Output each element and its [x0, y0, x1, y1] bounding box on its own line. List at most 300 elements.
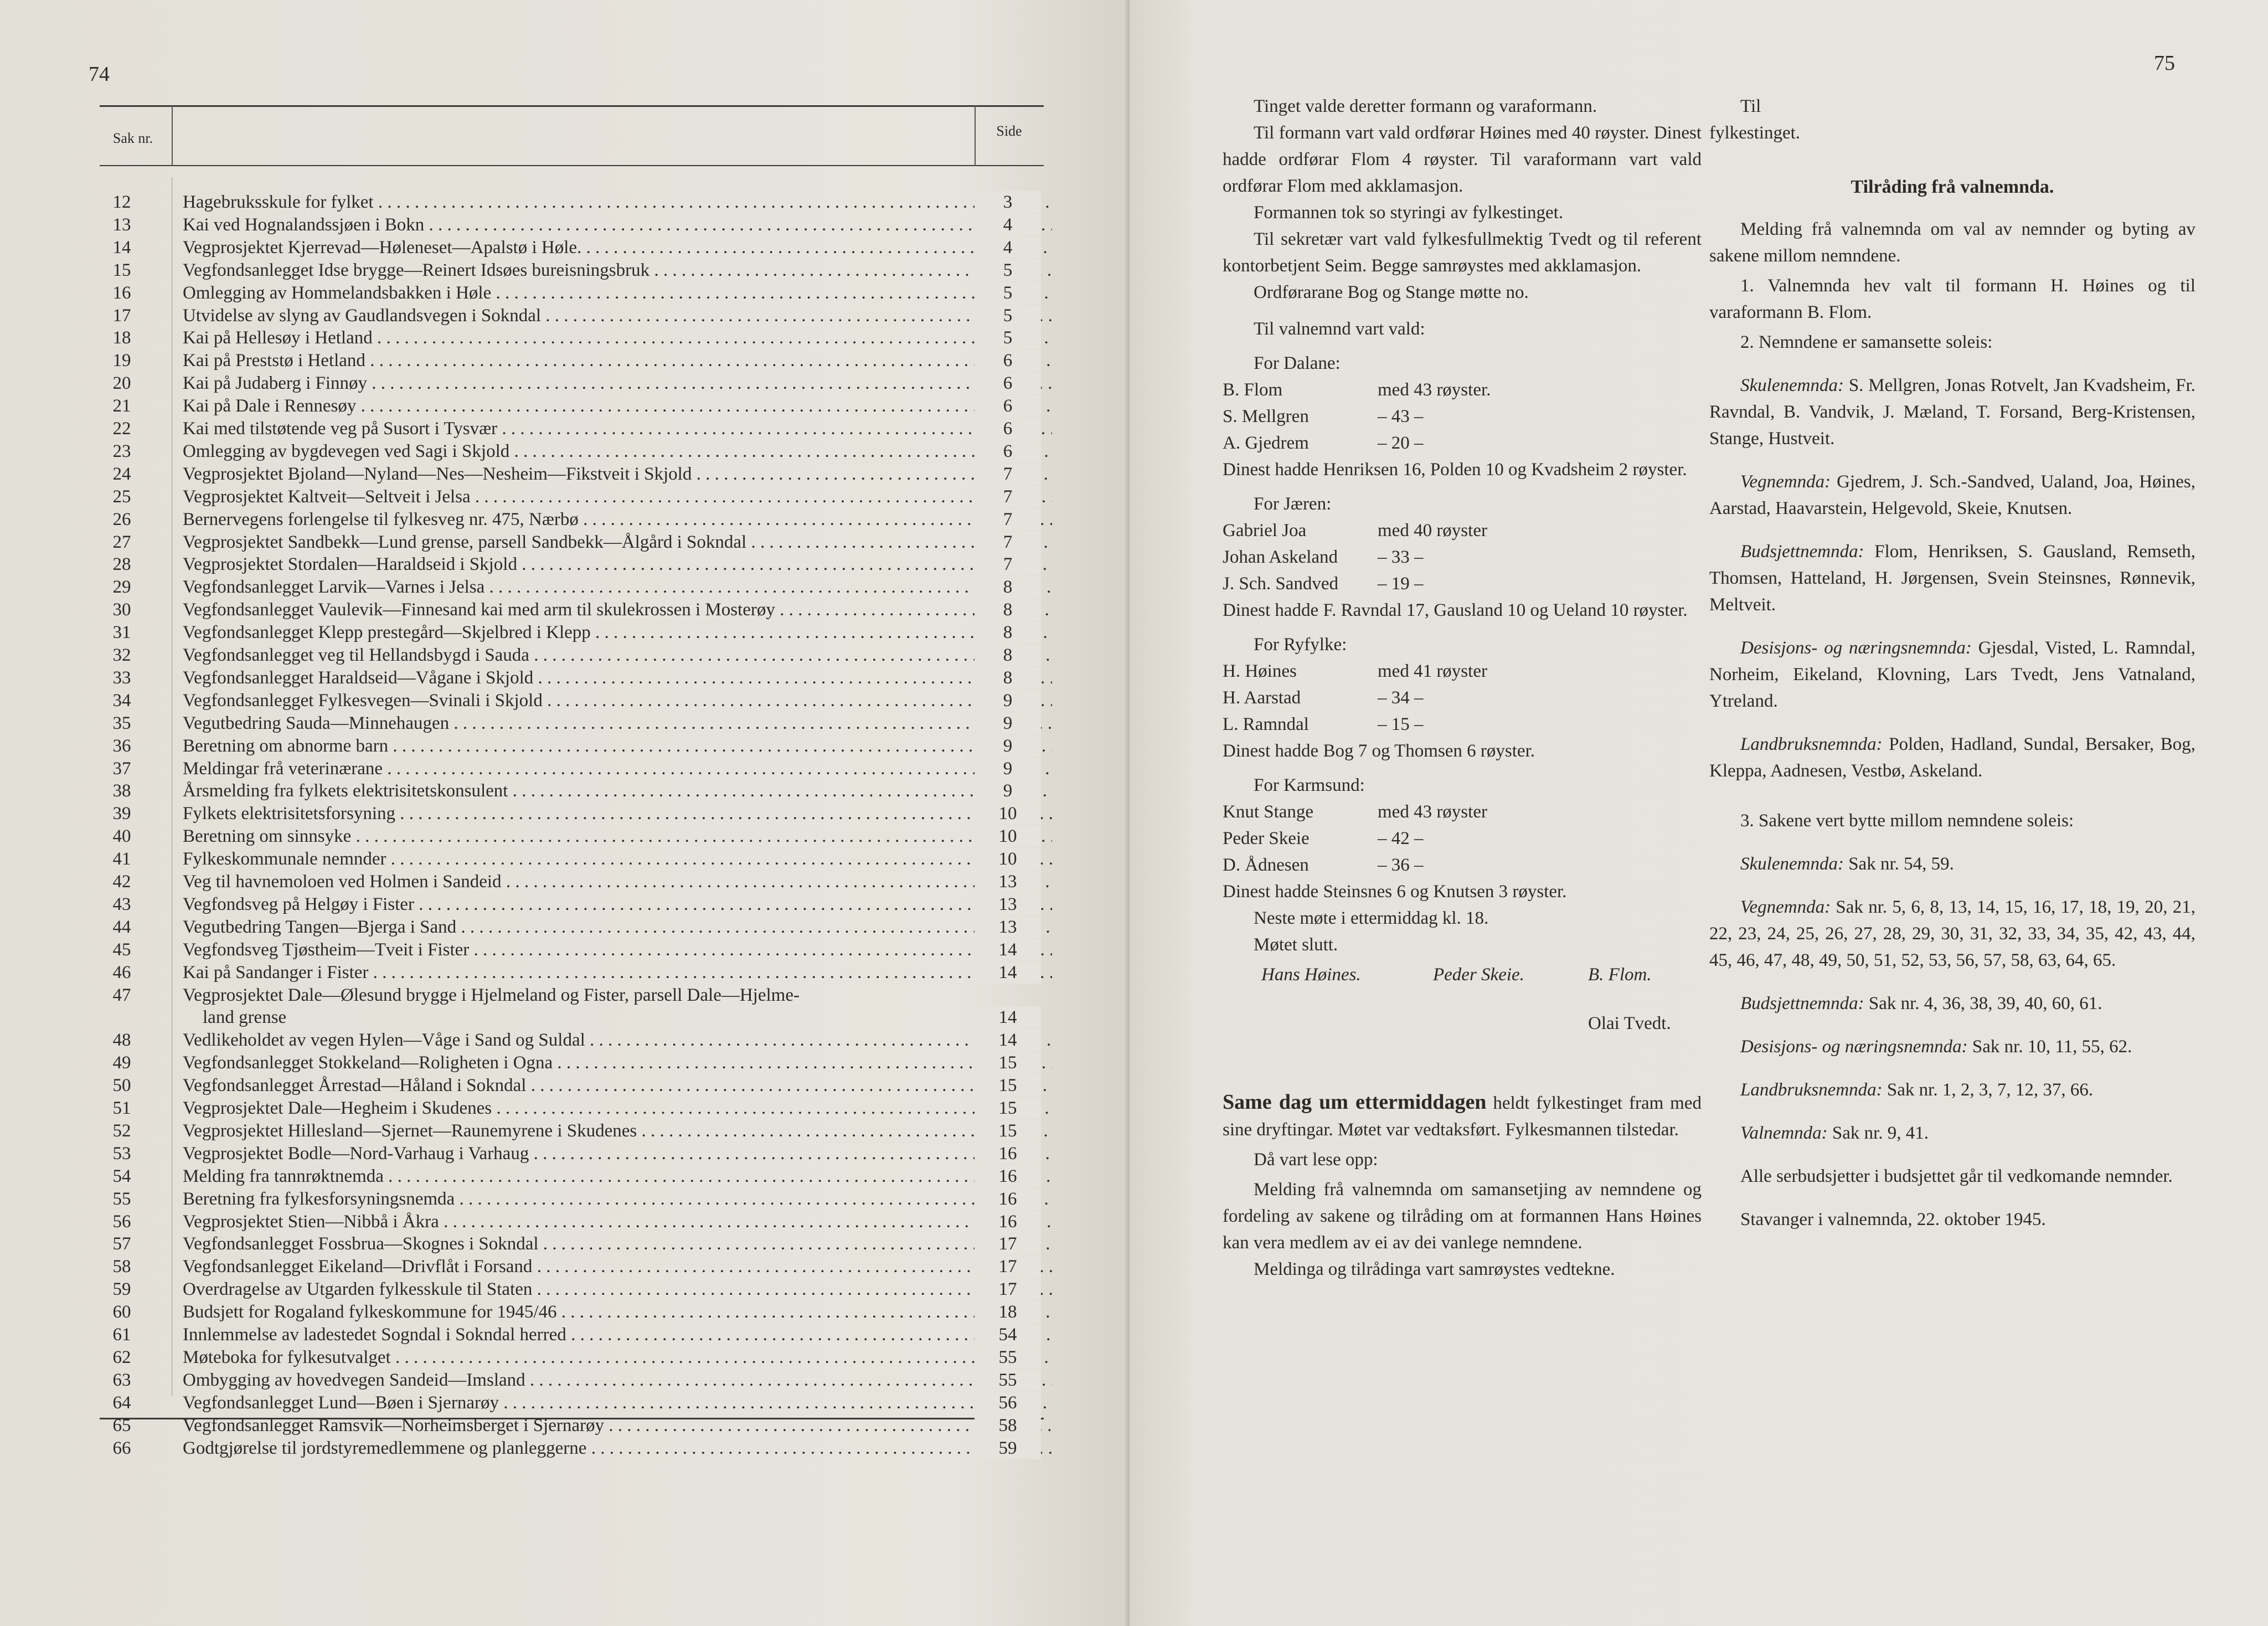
- table-row: [100, 576, 1044, 598]
- sak-title: Vegutbedring Tangen—Bjerga i Sand . . .: [183, 916, 1052, 938]
- vote-line: [1223, 517, 1702, 544]
- side-nr: 16: [975, 1188, 1041, 1210]
- committee-landbruk-label: Landbruksnemnda:: [1740, 734, 1883, 754]
- candidate-name: S. Mellgren: [1223, 406, 1309, 426]
- side-nr: 6: [975, 372, 1041, 394]
- table-row: [100, 1074, 1044, 1097]
- sak-title: Vegfondsanlegget Lund—Bøen i Sjernarøy . . .: [183, 1392, 1052, 1414]
- sak-title: Vegfondsanlegget veg til Hellandsbygd i Sauda . . .: [183, 644, 1052, 666]
- table-row: [100, 440, 1044, 462]
- cases-skule-label: Skulenemnda:: [1740, 854, 1844, 874]
- rec-para-1: Melding frå valnemnda om val av nemnder og byting av sakene millom nemndene.: [1709, 219, 2195, 266]
- sak-nr: 54: [112, 1166, 131, 1186]
- candidate-votes: med 40 røyster: [1378, 521, 1487, 541]
- candidate-votes: med 43 røyster: [1378, 802, 1487, 822]
- afternoon-text: heldt fylkestinget fram med sine dryftingar. Møtet var vedtaksført. Fylkesmannen tilstedar.: [1223, 1093, 1702, 1140]
- cases-desisjons-label: Desisjons- og næringsnemnda:: [1740, 1037, 1968, 1057]
- sak-title: Utvidelse av slyng av Gaudlandsvegen i Sokndal . . .: [183, 305, 1052, 327]
- table-row: [100, 780, 1044, 802]
- table-row: [100, 508, 1044, 531]
- sak-title: Vegprosjektet Kaltveit—Seltveit i Jelsa . . .: [183, 486, 1052, 508]
- sak-title: Vegfondsanlegget Fossbrua—Skognes i Sokndal . . .: [183, 1233, 1052, 1255]
- candidate-name: Knut Stange: [1223, 802, 1314, 822]
- cases-valnemnd-list: Sak nr. 9, 41.: [1827, 1123, 1929, 1143]
- sak-title: Vegutbedring Sauda—Minnehaugen . . .: [183, 712, 1052, 734]
- sak-title: Vegprosjektet Hillesland—Sjernet—Raunemyrene i Skudenes . . .: [183, 1120, 1052, 1142]
- dalane-heading: For Dalane:: [1254, 353, 1341, 373]
- sak-title: Kai på Hellesøy i Hetland . . .: [183, 327, 1052, 349]
- sak-title-cont: land grense: [203, 1007, 287, 1027]
- table-row: [100, 1097, 1044, 1119]
- side-nr: 10: [975, 848, 1041, 870]
- side-nr: 15: [975, 1052, 1041, 1074]
- table-row: [100, 1346, 1044, 1368]
- sak-nr: 31: [112, 622, 131, 643]
- sak-title: Veg til havnemoloen ved Holmen i Sandeid . . .: [183, 871, 1052, 893]
- table-row: [100, 1052, 1044, 1074]
- side-nr: 4: [975, 214, 1041, 236]
- sak-nr: 59: [112, 1279, 131, 1300]
- table-row: [100, 1029, 1044, 1051]
- left-page: [0, 0, 1130, 1626]
- table-row: [100, 418, 1044, 440]
- sak-title: Vegprosjektet Stien—Nibbå i Åkra . . .: [183, 1211, 1052, 1233]
- rec-para-4: 3. Sakene vert bytte millom nemndene soleis:: [1740, 811, 2074, 831]
- vote-line: [1223, 430, 1702, 456]
- sak-title: Hagebruksskule for fylket . . .: [183, 191, 1052, 213]
- sak-title: Vegprosjektet Bjoland—Nyland—Nes—Nesheim—Fikstveit i Skjold . . .: [183, 463, 1052, 485]
- afternoon-session: [1223, 1089, 1702, 1143]
- rec-para-3: 2. Nemndene er samansette soleis:: [1740, 332, 1993, 352]
- sak-title: Vegprosjektet Kjerrevad—Høleneset—Apalstø i Høle. . . .: [183, 236, 1052, 259]
- sak-title: Kai med tilstøtende veg på Susort i Tysvær . . .: [183, 418, 1052, 440]
- sak-title: Melding fra tannrøktnemda . . .: [183, 1165, 1052, 1187]
- committee-budsjett-members: Flom, Henriksen, S. Gausland, Remseth, Thomsen, Hatteland, H. Jørgensen, Svein Steinsnes, Rønnevik, Meltveit.: [1709, 542, 2195, 615]
- table-row: [100, 1255, 1044, 1278]
- sak-title: Vegfondsveg på Helgøy i Fister . . .: [183, 893, 1052, 915]
- committee-landbruk-members: Polden, Hadland, Sundal, Bersaker, Bog, Kleppa, Aadnesen, Vestbø, Askeland.: [1709, 734, 2195, 781]
- sak-nr: 15: [112, 260, 131, 280]
- sak-title: Vegprosjektet Bodle—Nord-Varhaug i Varhaug . . .: [183, 1143, 1052, 1165]
- side-nr: 7: [975, 486, 1041, 508]
- cases-landbruk-label: Landbruksnemnda:: [1740, 1080, 1883, 1100]
- table-row: [100, 599, 1044, 621]
- sak-nr: 21: [112, 396, 131, 416]
- signature-skeie: Peder Skeie.: [1433, 965, 1524, 985]
- sak-nr: 46: [112, 962, 131, 982]
- committee-skule: [1709, 372, 2195, 452]
- sak-nr: 63: [112, 1370, 131, 1390]
- vote-line: [1223, 544, 1702, 570]
- sak-title: Vegfondsanlegget Klepp prestegård—Skjelbred i Klepp . . .: [183, 621, 1052, 644]
- committee-desisjons: [1709, 635, 2195, 714]
- candidate-votes: – 15 –: [1378, 714, 1424, 734]
- header-side: Side: [996, 123, 1022, 139]
- vote-line: [1223, 403, 1702, 430]
- cases-budsjett: [1709, 990, 2195, 1017]
- sak-nr: 41: [112, 849, 131, 869]
- side-nr: 58: [975, 1414, 1041, 1437]
- karmsund-vote-list: [1223, 799, 1702, 878]
- side-nr: 16: [975, 1165, 1041, 1187]
- sak-title: Beretning om abnorme barn . . .: [183, 735, 1052, 757]
- cases-desisjons-list: Sak nr. 10, 11, 55, 62.: [1967, 1037, 2132, 1057]
- side-nr: 17: [975, 1233, 1041, 1255]
- side-nr: 5: [975, 327, 1041, 349]
- sak-title: Omlegging av Hommelandsbakken i Høle . . .: [183, 282, 1052, 304]
- cases-desisjons: [1709, 1033, 2195, 1060]
- vote-line: [1223, 799, 1702, 825]
- table-header-rule: [100, 165, 1044, 166]
- table-row: [100, 1211, 1044, 1233]
- jaeren-heading: For Jæren:: [1254, 494, 1332, 514]
- committee-veg-label: Vegnemnda:: [1740, 472, 1831, 492]
- signature-hoines: Hans Høines.: [1261, 965, 1361, 985]
- sak-title: Vegprosjektet Stordalen—Haraldseid i Skjold . . .: [183, 553, 1052, 575]
- side-nr: 7: [975, 531, 1041, 553]
- sak-title: Kai på Judaberg i Finnøy . . .: [183, 372, 1052, 394]
- signature-tvedt-row: [1223, 1010, 1702, 1043]
- sak-title: Fylkeskommunale nemnder . . .: [183, 848, 1052, 870]
- jaeren-after: Dinest hadde F. Ravndal 17, Gausland 10 og Ueland 10 røyster.: [1223, 600, 1688, 620]
- cases-veg-label: Vegnemnda:: [1740, 897, 1831, 917]
- sak-nr: 20: [112, 373, 131, 394]
- column-divider-nr: [172, 105, 173, 166]
- para-mayors: Ordførarane Bog og Stange møtte no.: [1254, 282, 1529, 302]
- side-nr: 14: [975, 939, 1041, 961]
- cases-skule-list: Sak nr. 54, 59.: [1843, 854, 1954, 874]
- side-nr: 18: [975, 1301, 1041, 1323]
- sak-nr: 33: [112, 667, 131, 688]
- sak-nr: 49: [112, 1053, 131, 1073]
- sak-nr: 58: [112, 1257, 131, 1277]
- meeting-end: Møtet slutt.: [1254, 935, 1338, 955]
- sak-nr: 13: [112, 214, 131, 235]
- table-row: [100, 236, 1044, 259]
- sak-title: Årsmelding fra fylkets elektrisitetskonsulent . . .: [183, 780, 1052, 802]
- side-nr: 16: [975, 1143, 1041, 1165]
- sak-title: Møteboka for fylkesutvalget . . .: [183, 1346, 1052, 1368]
- sak-title: Vegprosjektet Dale—Ølesund brygge i Hjelmeland og Fister, parsell Dale—Hjelme-: [183, 985, 800, 1005]
- committee-skule-members: S. Mellgren, Jonas Rotvelt, Jan Kvadsheim, Fr. Ravndal, B. Vandvik, J. Mæland, T. Forsand, Berg-Kristensen, Stange, Hustveit.: [1709, 375, 2195, 449]
- vote-line: [1223, 377, 1702, 403]
- side-nr: 6: [975, 349, 1041, 372]
- side-nr: 17: [975, 1278, 1041, 1300]
- side-nr: 15: [975, 1097, 1041, 1119]
- side-nr: 6: [975, 440, 1041, 462]
- sak-nr: 50: [112, 1076, 131, 1096]
- dalane-after: Dinest hadde Henriksen 16, Polden 10 og Kvadsheim 2 røyster.: [1223, 460, 1687, 480]
- candidate-votes: – 34 –: [1378, 688, 1424, 708]
- sak-nr: 24: [112, 464, 131, 484]
- table-row: [100, 395, 1044, 417]
- ryfylke-heading: For Ryfylke:: [1254, 635, 1347, 655]
- sak-nr: 65: [112, 1415, 131, 1435]
- table-row: [100, 939, 1044, 961]
- sak-nr: 57: [112, 1234, 131, 1254]
- para-election: Tinget valde deretter formann og varaformann.: [1254, 96, 1597, 116]
- candidate-name: A. Gjedrem: [1223, 433, 1309, 453]
- side-nr: 8: [975, 599, 1041, 621]
- candidate-name: Gabriel Joa: [1223, 521, 1307, 541]
- cases-valnemnd: [1709, 1120, 2195, 1146]
- side-nr: 6: [975, 418, 1041, 440]
- jaeren-vote-list: [1223, 517, 1702, 597]
- table-row: [100, 486, 1044, 508]
- rec-para-2: 1. Valnemnda hev valt til formann H. Høines og til varaformann B. Flom.: [1709, 276, 2195, 322]
- side-nr: 16: [975, 1211, 1041, 1233]
- side-nr: 7: [975, 463, 1041, 485]
- table-row: [100, 1414, 1044, 1437]
- side-nr: 10: [975, 802, 1041, 825]
- side-nr: 10: [975, 825, 1041, 847]
- table-row: [100, 1165, 1044, 1187]
- right-column-2: [1709, 93, 2195, 1233]
- side-nr: 8: [975, 576, 1041, 598]
- table-row: [100, 1392, 1044, 1414]
- committee-desisjons-label: Desisjons- og næringsnemnda:: [1740, 638, 1972, 658]
- sak-title: Kai på Dale i Rennesøy . . .: [183, 395, 1052, 417]
- table-row: [100, 282, 1044, 304]
- para-secretary: Til sekretær vart vald fylkesfullmektig Tvedt og til referent kontorbetjent Seim. Begge samrøystes med akklamasjon.: [1223, 229, 1702, 276]
- table-row: [100, 1188, 1044, 1210]
- page-number-right: 75: [2154, 52, 2175, 75]
- side-nr: 56: [975, 1392, 1041, 1414]
- table-row: [100, 1278, 1044, 1300]
- committee-landbruk: [1709, 731, 2195, 784]
- table-row: [100, 1437, 1044, 1459]
- committee-skule-label: Skulenemnda:: [1740, 375, 1844, 395]
- candidate-name: D. Ådnesen: [1223, 855, 1309, 875]
- side-nr: 6: [975, 395, 1041, 417]
- sak-nr: 51: [112, 1098, 131, 1118]
- dalane-vote-list: [1223, 377, 1702, 456]
- sak-title: Vegfondsanlegget Idse brygge—Reinert Idsøes bureisningsbruk . . .: [183, 259, 1052, 281]
- candidate-name: J. Sch. Sandved: [1223, 574, 1338, 594]
- fylkestinget-label: fylkestinget.: [1709, 123, 1801, 143]
- side-nr: 7: [975, 553, 1041, 575]
- candidate-name: H. Aarstad: [1223, 688, 1301, 708]
- side-nr: 5: [975, 259, 1041, 281]
- sak-nr: 60: [112, 1302, 131, 1323]
- sak-title: Beretning om sinnsyke . . .: [183, 825, 1052, 847]
- table-row: [100, 893, 1044, 915]
- sak-title: Vegfondsanlegget Haraldseid—Vågane i Skjold . . .: [183, 667, 1052, 689]
- sak-title: Budsjett for Rogaland fylkeskommune for 1945/46 . . .: [183, 1301, 1052, 1323]
- sak-nr: 44: [112, 917, 131, 937]
- candidate-votes: med 43 røyster.: [1378, 380, 1491, 400]
- table-row: [100, 825, 1044, 847]
- committee-budsjett-label: Budsjettnemnda:: [1740, 542, 1864, 562]
- table-top-rule: [100, 105, 1044, 107]
- para-chair: Til formann vart vald ordførar Høines med 40 røyster. Dinest hadde ordførar Flom 4 røyster. Til varaformann vart vald ordførar Flom med akklamasjon.: [1223, 123, 1702, 196]
- sak-nr: 36: [112, 735, 131, 756]
- right-page: [1130, 0, 2268, 1626]
- sak-title: Vegfondsanlegget Eikeland—Drivflåt i Forsand . . .: [183, 1255, 1052, 1278]
- side-nr: 5: [975, 305, 1041, 327]
- til-label: Til: [1740, 96, 1761, 116]
- sak-nr: 18: [112, 328, 131, 348]
- sak-title: Innlemmelse av ladestedet Sogndal i Sokndal herred . . .: [183, 1324, 1052, 1346]
- sak-nr: 43: [112, 894, 131, 914]
- sak-title: Vegfondsanlegget Stokkeland—Roligheten i Ogna . . .: [183, 1052, 1052, 1074]
- sak-nr: 62: [112, 1347, 131, 1367]
- side-nr: 5: [975, 282, 1041, 304]
- table-row: [100, 1369, 1044, 1391]
- sak-nr: 28: [112, 554, 131, 575]
- candidate-votes: – 42 –: [1378, 829, 1424, 848]
- side-nr: 15: [975, 1120, 1041, 1142]
- sak-title: Vegprosjektet Dale—Hegheim i Skudenes . . .: [183, 1097, 1052, 1119]
- sak-nr: 34: [112, 690, 131, 711]
- sak-title: Omlegging av bygdevegen ved Sagi i Skjold . . .: [183, 440, 1052, 462]
- sak-title: Kai på Preststø i Hetland . . .: [183, 349, 1052, 372]
- sak-nr: 64: [112, 1392, 131, 1413]
- side-nr: 14: [975, 1006, 1041, 1028]
- karmsund-after: Dinest hadde Steinsnes 6 og Knutsen 3 røyster.: [1223, 882, 1567, 902]
- sak-title: Vegfondsanlegget Årrestad—Håland i Sokndal . . .: [183, 1074, 1052, 1097]
- approved: Meldinga og tilrådinga vart samrøystes vedtekne.: [1254, 1259, 1615, 1279]
- side-nr: 13: [975, 871, 1041, 893]
- side-nr: 8: [975, 667, 1041, 689]
- sak-nr: 61: [112, 1325, 131, 1345]
- cases-veg: [1709, 894, 2195, 974]
- table-row: [100, 871, 1044, 893]
- sak-nr: 52: [112, 1120, 131, 1141]
- budget-note: Alle serbudsjetter i budsjettet går til vedkomande nemnder.: [1740, 1166, 2173, 1186]
- sak-nr: 22: [112, 419, 131, 439]
- sak-nr: 23: [112, 441, 131, 461]
- vote-line: [1223, 711, 1702, 738]
- sak-nr: 39: [112, 804, 131, 824]
- sak-nr: 66: [112, 1438, 131, 1458]
- table-row: [100, 644, 1044, 666]
- sak-nr: 55: [112, 1188, 131, 1209]
- karmsund-heading: For Karmsund:: [1254, 775, 1365, 795]
- sak-title: Vegfondsanlegget Ramsvik—Norheimsberget i Sjernarøy . . .: [183, 1414, 1052, 1437]
- table-row: [100, 667, 1044, 689]
- table-row: [100, 1143, 1044, 1165]
- table-row: [100, 372, 1044, 394]
- table-row: [100, 916, 1044, 938]
- sak-nr: 19: [112, 351, 131, 371]
- committee-veg-members: Gjedrem, J. Sch.-Sandved, Ualand, Joa, Høines, Aarstad, Haavarstein, Helgevold, Skeie, Knutsen.: [1709, 472, 2195, 518]
- candidate-name: Johan Askeland: [1223, 547, 1338, 567]
- table-row: [100, 802, 1044, 825]
- sak-nr: 12: [112, 192, 131, 212]
- table-row: [100, 758, 1044, 780]
- sak-nr: 53: [112, 1143, 131, 1164]
- cases-skule: [1709, 851, 2195, 877]
- signature-tvedt: Olai Tvedt.: [1588, 1013, 1671, 1033]
- candidate-name: Peder Skeie: [1223, 829, 1310, 848]
- side-nr: 8: [975, 644, 1041, 666]
- cases-budsjett-list: Sak nr. 4, 36, 38, 39, 40, 60, 61.: [1864, 994, 2102, 1013]
- table-row: [100, 259, 1044, 281]
- table-row: [100, 735, 1044, 757]
- sak-nr: 25: [112, 486, 131, 507]
- table-row: [100, 621, 1044, 644]
- table-row: [100, 1233, 1044, 1255]
- sak-nr: 29: [112, 577, 131, 598]
- cases-veg-list: Sak nr. 5, 6, 8, 13, 14, 15, 16, 17, 18, 19, 20, 21, 22, 23, 24, 25, 26, 27, 28, 29, 30, 31, 32, 33, 34, 35, 42, 43, 44, 45, 46, 47, 48, 49, 50, 51, 52, 53, 56, 57, 58, 63, 64, 65.: [1709, 897, 2195, 970]
- sak-nr: 35: [112, 713, 131, 733]
- sak-title: Overdragelse av Utgarden fylkesskule til Staten . . .: [183, 1278, 1052, 1300]
- sak-nr: 40: [112, 826, 131, 847]
- sak-nr: 48: [112, 1030, 131, 1051]
- cases-budsjett-label: Budsjettnemnda:: [1740, 994, 1864, 1013]
- next-meeting: Neste møte i ettermiddag kl. 18.: [1254, 908, 1489, 928]
- table-row: [100, 553, 1044, 575]
- side-nr: 59: [975, 1437, 1041, 1459]
- sak-title: Vegfondsanlegget Larvik—Varnes i Jelsa . . .: [183, 576, 1052, 598]
- table-row: [100, 848, 1044, 870]
- table-row: [100, 689, 1044, 712]
- sak-nr: 32: [112, 645, 131, 665]
- table-row: [100, 961, 1044, 984]
- vote-line: [1223, 658, 1702, 685]
- sak-nr: 26: [112, 509, 131, 529]
- sak-title: Meldingar frå veterinærane . . .: [183, 758, 1052, 780]
- sak-title: Bernervegens forlengelse til fylkesveg nr. 475, Nærbø . . .: [183, 508, 1052, 531]
- side-nr: 15: [975, 1074, 1041, 1097]
- candidate-name: L. Ramndal: [1223, 714, 1309, 734]
- sak-nr: 47: [112, 985, 131, 1005]
- side-nr: 8: [975, 621, 1041, 644]
- side-nr: 54: [975, 1324, 1041, 1346]
- table-row: [100, 463, 1044, 485]
- place-date: Stavanger i valnemnda, 22. oktober 1945.: [1740, 1210, 2046, 1229]
- table-row: [100, 191, 1044, 213]
- cases-landbruk: [1709, 1077, 2195, 1103]
- sak-title: Kai ved Hognalandssjøen i Bokn . . .: [183, 214, 1052, 236]
- vote-line: [1223, 852, 1702, 878]
- side-nr: 9: [975, 758, 1041, 780]
- side-nr: 55: [975, 1369, 1041, 1391]
- sak-nr: 37: [112, 758, 131, 779]
- signatures: [1223, 961, 1702, 995]
- side-nr: 9: [975, 712, 1041, 734]
- para-valnemnd: Til valnemnd vart vald:: [1254, 319, 1425, 339]
- side-nr: 17: [975, 1255, 1041, 1278]
- header-sak-nr: Sak nr.: [112, 130, 153, 146]
- table-row: [100, 712, 1044, 734]
- side-nr: 14: [975, 961, 1041, 984]
- signature-flom: B. Flom.: [1588, 965, 1652, 985]
- table-row: [100, 1324, 1044, 1346]
- sak-nr: 14: [112, 237, 131, 258]
- sak-title: Fylkets elektrisitetsforsyning . . .: [183, 802, 1052, 825]
- table-row: [100, 1301, 1044, 1323]
- sak-nr: 56: [112, 1211, 131, 1232]
- valnemnd-report: Melding frå valnemnda om samansetjing av nemndene og fordeling av sakene og tilråding om at formannen Hans Høines kan vera medlem av ei av dei vanlege nemndene.: [1223, 1180, 1702, 1253]
- table-row: [100, 349, 1044, 372]
- committee-budsjett: [1709, 538, 2195, 618]
- sak-nr: 17: [112, 305, 131, 326]
- candidate-votes: – 36 –: [1378, 855, 1424, 875]
- sak-title: Beretning fra fylkesforsyningsnemda . . .: [183, 1188, 1052, 1210]
- sak-nr: 27: [112, 532, 131, 552]
- sak-title: Ombygging av hovedvegen Sandeid—Imsland . . .: [183, 1369, 1052, 1391]
- table-row: [100, 327, 1044, 349]
- table-row: [100, 531, 1044, 553]
- sak-nr: 30: [112, 600, 131, 620]
- committee-desisjons-members: Gjesdal, Visted, L. Ramndal, Norheim, Eikeland, Klovning, Lars Tvedt, Jens Vatnaland, Ytreland.: [1709, 638, 2196, 711]
- sak-title: Vegfondsanlegget Vaulevik—Finnesand kai med arm til skulekrossen i Mosterøy . . .: [183, 599, 1052, 621]
- ryfylke-vote-list: [1223, 658, 1702, 738]
- sak-nr: 42: [112, 872, 131, 892]
- sak-title: Godtgjørelse til jordstyremedlemmene og planleggerne . . .: [183, 1437, 1052, 1459]
